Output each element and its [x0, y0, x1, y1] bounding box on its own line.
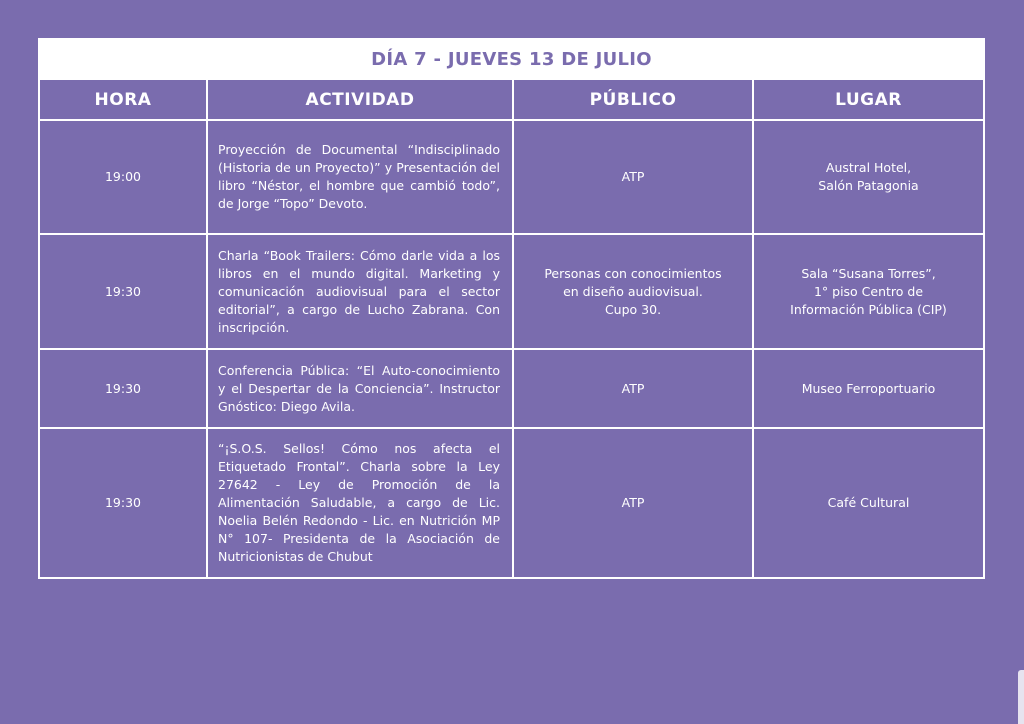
cell-hora: 19:30: [40, 428, 207, 577]
table-row: [40, 428, 983, 577]
schedule-table: [40, 80, 983, 577]
cell-actividad: Charla “Book Trailers: Cómo darle vida a los libros en el mundo digital. Marketing y comunicación audiovisual para el sector editorial”, a cargo de Lucho Zabrana. Con inscripción.: [207, 234, 513, 349]
schedule-table-container: [38, 38, 985, 579]
cell-publico: Personas con conocimientos en diseño audiovisual. Cupo 30.: [513, 234, 753, 349]
cell-publico: ATP: [513, 120, 753, 234]
schedule-day-title: DÍA 7 - JUEVES 13 DE JULIO: [40, 40, 983, 80]
header-lugar: LUGAR: [753, 80, 983, 120]
cell-lugar: Café Cultural: [753, 428, 983, 577]
cell-publico: ATP: [513, 428, 753, 577]
cell-lugar: Sala “Susana Torres”, 1° piso Centro de Información Pública (CIP): [753, 234, 983, 349]
table-row: [40, 349, 983, 428]
cell-lugar: Austral Hotel, Salón Patagonia: [753, 120, 983, 234]
header-row: [40, 80, 983, 120]
cell-lugar: Museo Ferroportuario: [753, 349, 983, 428]
page-edge-tab: [1018, 670, 1024, 724]
cell-hora: 19:00: [40, 120, 207, 234]
table-row: [40, 120, 983, 234]
header-hora: HORA: [40, 80, 207, 120]
table-row: [40, 234, 983, 349]
header-actividad: ACTIVIDAD: [207, 80, 513, 120]
cell-hora: 19:30: [40, 234, 207, 349]
cell-hora: 19:30: [40, 349, 207, 428]
cell-actividad: Conferencia Pública: “El Auto-conocimiento y el Despertar de la Conciencia”. Instructor Gnóstico: Diego Avila.: [207, 349, 513, 428]
cell-publico: ATP: [513, 349, 753, 428]
cell-actividad: “¡S.O.S. Sellos! Cómo nos afecta el Etiquetado Frontal”. Charla sobre la Ley 27642 - Ley de Promoción de la Alimentación Saludable, a cargo de Lic. Noelia Belén Redondo - Lic. en Nutrición MP N° 107- Presidenta de la Asociación de Nutricionistas de Chubut: [207, 428, 513, 577]
cell-actividad: Proyección de Documental “Indisciplinado (Historia de un Proyecto)” y Presentación del libro “Néstor, el hombre que cambió todo”, de Jorge “Topo” Devoto.: [207, 120, 513, 234]
header-publico: PÚBLICO: [513, 80, 753, 120]
